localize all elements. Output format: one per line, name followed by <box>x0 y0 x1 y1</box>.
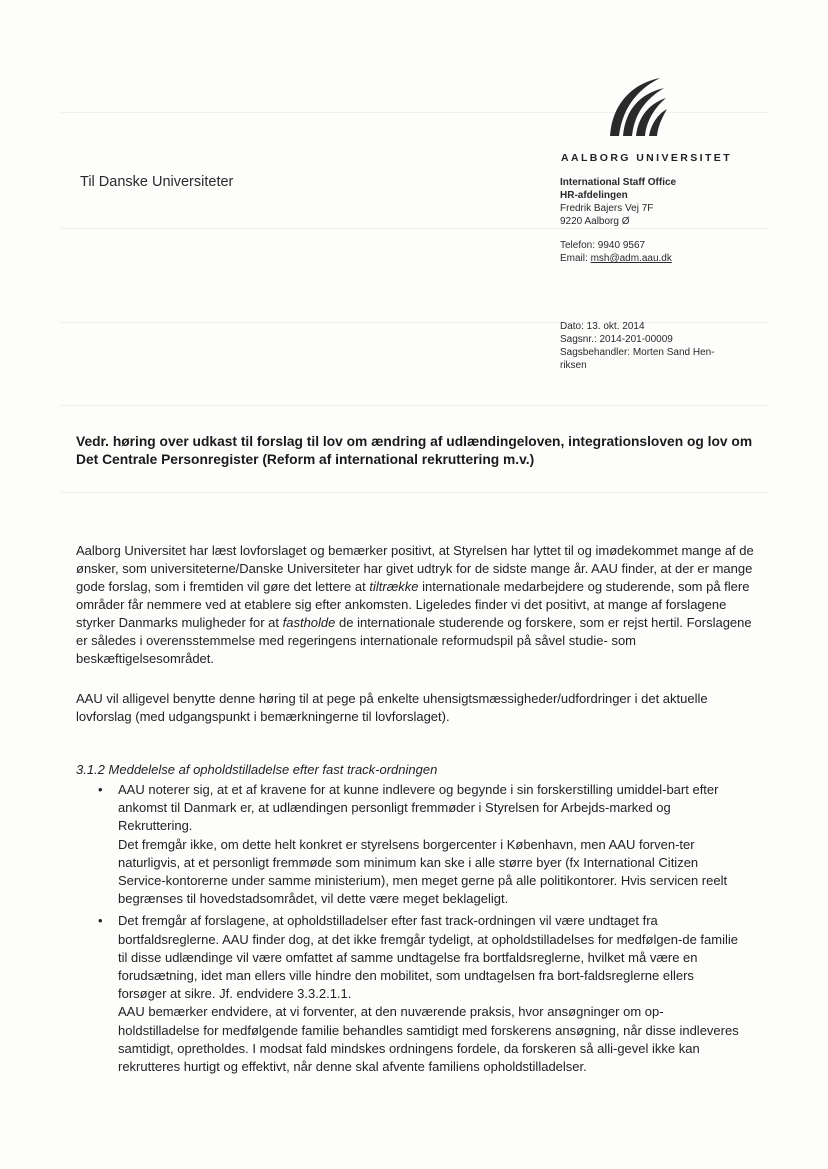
letter-date: Dato: 13. okt. 2014 <box>560 321 645 332</box>
sender-address <box>560 176 760 265</box>
letter-metadata <box>560 320 738 372</box>
bullet-paragraph: AAU bemærker endvidere, at vi forventer, at den nuværende praksis, hvor ansøgninger om op-holdstilladelse for medfølgende familie behandles samtidigt med forskerens ansøgning, når disse indleveres samtidigt, opretholdes. I modsat fald mindskes ordningens fordele, da forskeren så alli-gevel ikke kan rekrutteres hurtigt og effektivt, når denne skal afvente familiens opholdstilladelser. <box>118 1004 739 1075</box>
list-item <box>92 912 742 1076</box>
emphasis-tiltraekke: tiltrække <box>369 579 419 594</box>
intro-text-part: de internationale studerende og forskere, som er rejst hertil. Forslagene er således i overensstemmelse med regeringens internationale reformudspil på såvel studie- som beskæftigelsesområdet. <box>76 615 752 666</box>
bullet-icon: • <box>98 913 103 929</box>
email-label: Email: <box>560 253 591 264</box>
university-name: AALBORG UNIVERSITET <box>561 152 733 164</box>
sender-phone: Telefon: 9940 9567 <box>560 240 646 251</box>
intro-text-part: internationale medarbejdere og studerende, som på flere områder får nemmere ved at etablere sig efter ankomsten. Ligeledes finder vi det positivt, at mange af forslagene styrker Danmarks muligheder for at <box>76 579 750 630</box>
bullet-icon: • <box>98 782 103 797</box>
emphasis-fastholde: fastholde <box>282 615 336 630</box>
case-number: Sagsnr.: 2014-201-00009 <box>560 334 673 345</box>
bullet-paragraph: Det fremgår ikke, om dette helt konkret er styrelsens borgercenter i København, men AAU forven-ter naturligvis, at et personligt fremmøde som minimum kan ske i alle større byer (fx International Citizen Service-kontorerne under samme ministerium), men meget gerne på alle politikontorer. Hvis servicen reelt begrænses til hovedstadsområdet, vil dette være meget beklageligt. <box>118 836 728 907</box>
bleed-through-line <box>60 405 768 406</box>
intro-text-part: Aalborg Universitet har læst lovforslaget og bemærker positivt, at Styrelsen har lyttet til og imødekommet mange af de ønsker, som universiteterne/Danske Universiteter har givet udtryk for de sidste mange år. AAU finder, at der er mange gode forslag, som i fremtiden vil gøre det lettere at <box>76 543 754 594</box>
intro-paragraph <box>76 542 756 668</box>
bullet-paragraph: AAU noterer sig, at et af kravene for at kunne indlevere og begynde i sin forskerstilling umiddel-bart efter ankomst til Danmark er, at udlændingen personligt fremmøder i Styrelsen for Arbejds-marked og Rekruttering. <box>118 782 719 834</box>
bullet-paragraph: Det fremgår af forslagene, at opholdstilladelser efter fast track-ordningen vil være undtaget fra bortfaldsreglerne. AAU finder dog, at det ikke fremgår tydeligt, at opholdstilladelses for medfølgen-de familie til disse udlændinge vil være omfattet af samme undtagelse fra bortfaldsreglerne, hvilket må være en forudsætning, idet man ellers ville hindre den mobilitet, som undtagelsen fra bort-faldsreglerne ellers forsøger at sikre. Jf. endvidere 3.3.2.1.1. <box>118 913 738 1002</box>
case-handler: Sagsbehandler: Morten Sand Hen-riksen <box>560 347 715 371</box>
section-heading: 3.1.2 Meddelelse af opholdstilladelse efter fast track-ordningen <box>76 762 438 777</box>
list-item <box>92 781 742 908</box>
sender-department: HR-afdelingen <box>560 190 628 201</box>
sender-office: International Staff Office <box>560 177 677 188</box>
recipient: Til Danske Universiteter <box>80 174 234 190</box>
sender-email-line <box>560 252 760 265</box>
aau-wave-logo-icon <box>606 76 668 138</box>
letter-subject: Vedr. høring over udkast til forslag til lov om ændring af udlændingeloven, integrationsloven og lov om Det Centrale Personregister (Reform af international rekruttering m.v.) <box>76 434 753 467</box>
bullet-list <box>92 781 742 1076</box>
sender-city: 9220 Aalborg Ø <box>560 216 630 227</box>
sender-street: Fredrik Bajers Vej 7F <box>560 203 654 214</box>
email-link[interactable]: msh@adm.aau.dk <box>590 253 672 264</box>
bleed-through-line <box>60 492 768 493</box>
second-paragraph: AAU vil alligevel benytte denne høring til at pege på enkelte uhensigtsmæssigheder/udfordringer i det aktuelle lovforslag (med udgangspunkt i bemærkningerne til lovforslaget). <box>76 691 708 724</box>
